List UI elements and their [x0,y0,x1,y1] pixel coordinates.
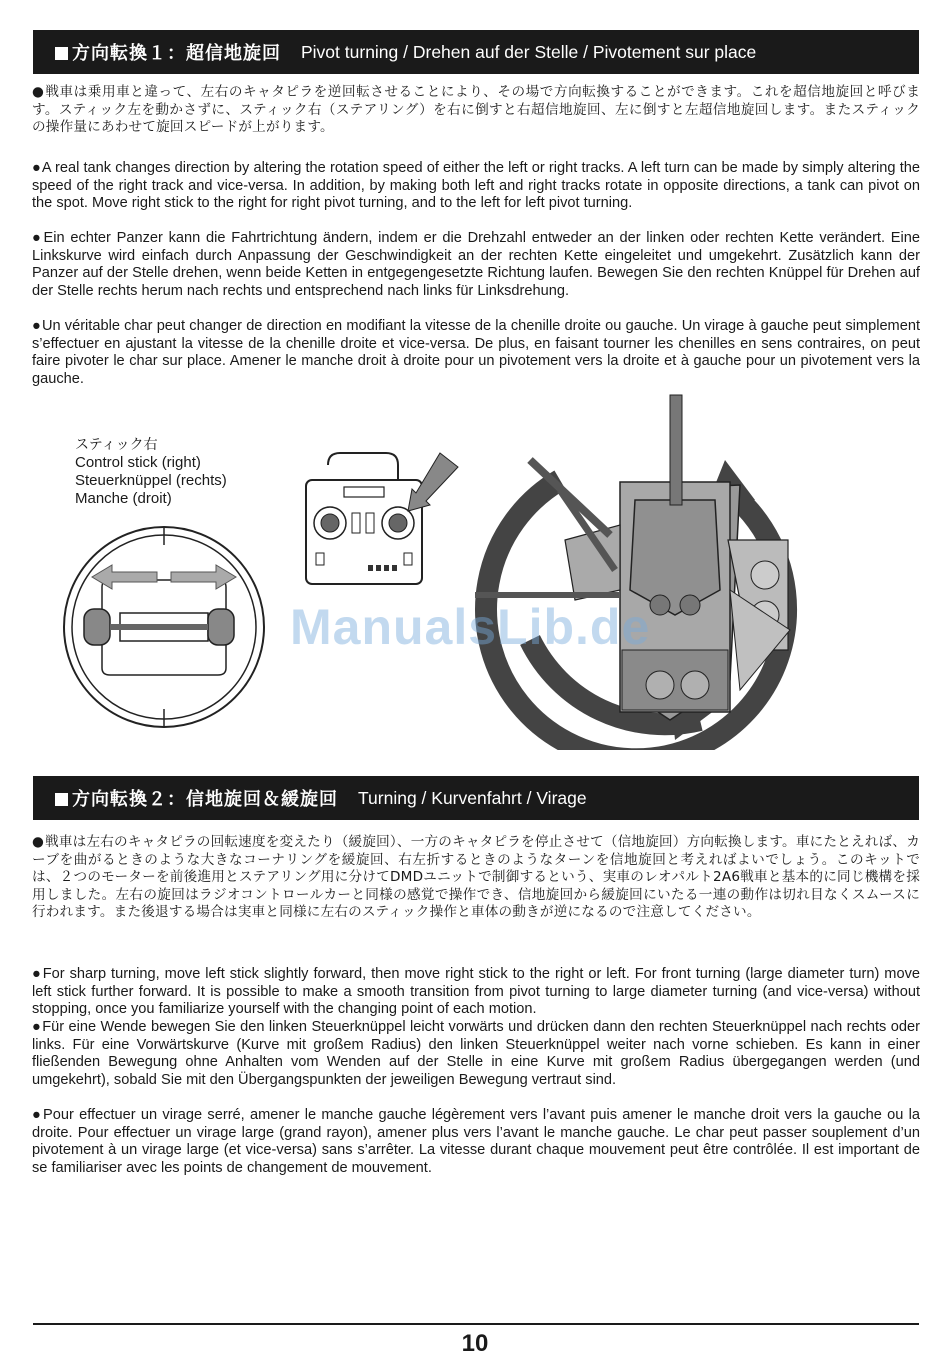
section-title-jp: 方向転換２：信地旋回＆緩旋回 [72,789,338,810]
page-number: 10 [461,1330,489,1357]
paragraph-fr: ● Pour effectuer un virage serré, amener le manche gauche légèrement vers l’avant puis amener le manche droit vers la gauche ou la droite. Pour effectuer un virage large (grand rayon), amener plus vers l’avant le manche gauche. Le char peut passer souplement d’un pivotement à un virage large (et vice-versa) sans s’arrêter. La vitesse durant chaque mouvement peut être contrôlée. Il est important de se familiariser avec les points de changement de mouvement. [32,1107,920,1177]
paragraph-de: ● Ein echter Panzer kann die Fahrtrichtung ändern, indem er die Drehzahl entweder an der linken oder rechten Kette verändert. Eine Linkskurve wird einfach durch Anpassung der Geschwindigkeit an der rechten Kette eingeleitet und umgekehrt. Zusätzlich kann der Panzer auf der Stelle drehen, wenn beide Ketten in entgegengesetzte Richtung laufen. Bewegen Sie den rechten Knüppel für Drehen auf der Stelle rechts herum nach rechts und entsprechend nach links für Linksdrehung. [32,230,920,300]
paragraph-en: ● A real tank changes direction by altering the rotation speed of either the left or right tracks. A left turn can be made by simply altering the speed of the right track and vice-versa. In addition, by making both left and right tracks rotate in opposite directions, a tank can pivot on the spot. Move right stick to the right for right pivot turning, and to the left for left pivot turning. [32,160,920,213]
stick-label-de: Steuerknüppel (rechts) [75,472,227,489]
paragraph-en: ● For sharp turning, move left stick slightly forward, then move right stick to the right or left. For front turning (large diameter turn) move left stick further forward. It is possible to make a smooth transition from pivot turning to large diameter turning (and vice-versa) without stopping, once you familiarize yourself with the changing point of each motion. [32,966,920,1019]
section-title-en: Pivot turning / Drehen auf der Stelle / Pivotement sur place [301,41,757,62]
paragraph-jp: ● 戦車は乗用車と違って、左右のキャタピラを逆回転させることにより、その場で方向転換することができます。これを超信地旋回と呼びます。スティック左を動かさずに、スティック右（ステアリング）を右に倒すと右超信地旋回、左に倒すと左超信地旋回します。またスティックの操作量にあわせて旋回スピードが上がります。 [32,84,920,137]
paragraph-jp: ● 戦車は左右のキャタピラの回転速度を変えたり（緩旋回）、一方のキャタピラを停止させて（信地旋回）方向転換します。車にたとえれば、カーブを曲がるときのような大きなコーナリングを緩旋回、右左折するときのようなターンを信地旋回と考えればよいでしょう。このキットでは、２つのモーターを前後進用とステアリング用に分けてDMDユニットで制御するという、実車のレオパルト2A6戦車と基本的に同じ機構を採用しました。左右の旋回はラジオコントロールカーと同様の感覚で操作でき、信地旋回から緩旋回にいたる一連の動作は切れ目なくスムースに行われます。また後退する場合は実車と同様に左右のスティック操作と車体の動きが逆になるので注意してください。 [32,834,920,922]
square-bullet-icon [55,793,68,806]
footer-rule [33,1323,919,1325]
control-stick-closeup-illustration [62,525,272,735]
paragraph-de: ● Für eine Wende bewegen Sie den linken Steuerknüppel leicht vorwärts und drücken dann den rechten Steuerknüppel nach rechts oder links. Für eine Vorwärtskurve (Kurve mit großem Radius) den linken Steuerknüppel weiter nach vorne schieben. Es kann in einer fließenden Bewegung ohne Anhalten vom Wenden auf der Stelle in eine Kurve mit großem Radius übergegangen werden (und umgekehrt), sobald Sie mit den Übergangspunkten der jeweiligen Bewegung vertraut sind. [32,1019,920,1089]
paragraph-fr: ● Un véritable char peut changer de direction en modifiant la vitesse de la chenille droite ou gauche. Un virage à gauche peut simplement s’effectuer en ajustant la vitesse de la chenille droite et vice-versa. De plus, en faisant tourner les chenilles en sens contraires, on peut faire pivoter le char sur place. Amener le manche droit à droite pour un pivotement vers la droite et à gauche pour un pivotement vers la gauche. [32,318,920,388]
section-title-jp: 方向転換１：超信地旋回 [72,43,281,64]
section-header-pivot-turning [33,30,919,74]
watermark: ManualsLib.de [290,599,651,655]
transmitter-illustration [300,445,470,590]
stick-label-jp: スティック右 [75,437,158,453]
section-title-en: Turning / Kurvenfahrt / Virage [358,787,587,808]
square-bullet-icon [55,47,68,60]
stick-label-en: Control stick (right) [75,454,201,471]
section-header-turning [33,776,919,820]
tank-pivot-illustration [470,390,810,750]
stick-label-fr: Manche (droit) [75,490,172,507]
control-stick-label [75,436,227,508]
